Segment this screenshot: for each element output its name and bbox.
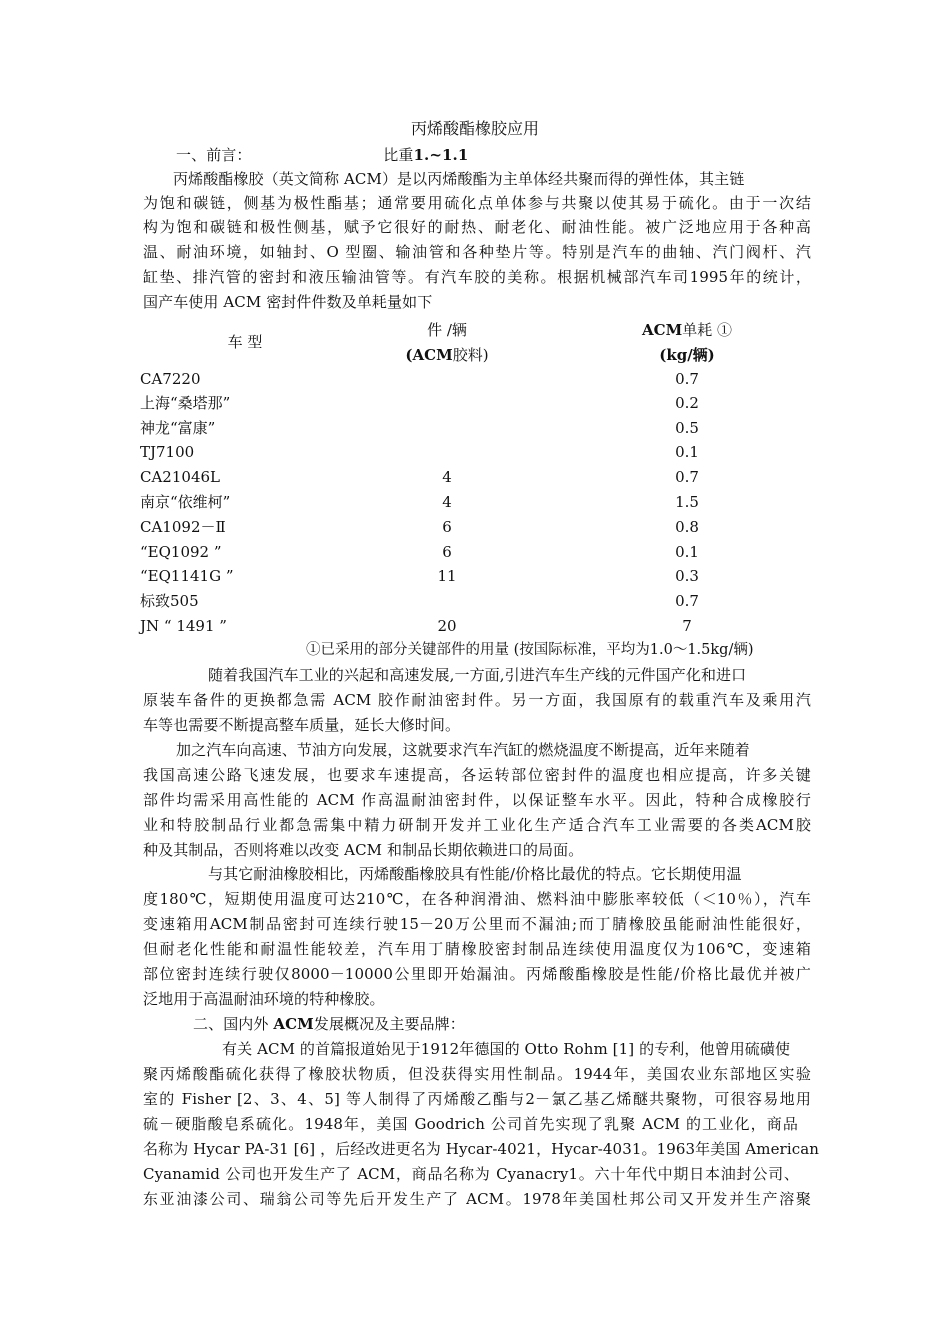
paragraph-line: 我国高速公路飞速发展，也要求车速提高，各运转部位密封件的温度也相应提高，许多关键 <box>143 766 811 784</box>
table-header-usage <box>617 318 757 342</box>
table-header-pieces: 件 /辆 <box>427 321 467 339</box>
table-cell-pieces: 4 <box>442 468 452 486</box>
paragraph-line: 业和特胶制品行业都急需集中精力研制开发并工业化生产适合汽车工业需要的各类ACM胶 <box>143 816 811 834</box>
paragraph-line: 部位密封连续行驶仅8000－10000公里即开始漏油。丙烯酸酯橡胶是性能/价格比最优并被广 <box>143 965 811 983</box>
paragraph-line: 种及其制品，否则将难以改变 ACM 和制品长期依赖进口的局面。 <box>143 841 584 859</box>
table-cell-usage: 7 <box>682 617 692 635</box>
table-cell-usage: 0.7 <box>675 370 699 388</box>
paragraph-line: 构为饱和碳链和极性侧基，赋予它很好的耐热、耐老化、耐油性能。被广泛地应用于各种高 <box>143 218 811 236</box>
document-title: 丙烯酸酯橡胶应用 <box>410 119 539 138</box>
paragraph-line: 随着我国汽车工业的兴起和高速发展,一方面,引进汽车生产线的元件国产化和进口 <box>208 666 747 684</box>
table-cell-model: “EQ1141G ” <box>140 567 234 585</box>
table-cell-model: “EQ1092 ” <box>140 543 222 561</box>
paragraph-line: 泛地用于高温耐油环境的特种橡胶。 <box>143 990 385 1008</box>
table-header-usage-text: 单耗 ① <box>682 321 732 339</box>
paragraph-line: 温、耐油环境，如轴封、O 型圈、输油管和各种垫片等。特别是汽车的曲轴、汽门阀杆、汽 <box>143 243 811 261</box>
paragraph-line: 国产车使用 ACM 密封件件数及单耗量如下 <box>143 293 433 311</box>
section1-heading: 一、前言： <box>176 146 252 164</box>
table-cell-model: TJ7100 <box>140 443 195 461</box>
table-cell-usage: 0.8 <box>675 518 699 536</box>
paragraph-line: 车等也需要不断提高整车质量，延长大修时间。 <box>143 716 461 734</box>
section1-heading-line <box>176 143 576 167</box>
table-cell-usage: 0.5 <box>675 419 699 437</box>
paragraph-line: 聚丙烯酸酯硫化获得了橡胶状物质，但没获得实用性制品。1944年，美国农业东部地区实验 <box>143 1065 811 1083</box>
section2-heading <box>193 1012 693 1036</box>
paragraph-line: 原装车备件的更换都急需 ACM 胶作耐油密封件。另一方面，我国原有的载重汽车及乘用汽 <box>143 691 811 709</box>
paragraph-line: 丙烯酸酯橡胶（英文简称 ACM）是以丙烯酸酯为主单体经共聚而得的弹性体，其主链 <box>173 170 745 188</box>
paragraph-line: 部件均需采用高性能的 ACM 作高温耐油密封件，以保证整车水平。因此，特种合成橡胶行 <box>143 791 811 809</box>
table-cell-model: JN “ 1491 ” <box>140 617 227 635</box>
table-cell-usage: 1.5 <box>675 493 699 511</box>
ratio-value: 1.~1.1 <box>413 146 469 164</box>
paragraph-line: 变速箱用ACM制品密封可连续行驶15－20万公里而不漏油;而丁腈橡胶虽能耐油性能很好， <box>143 915 811 933</box>
paragraph-line: 名称为 Hycar PA-31 [6] ，后经改进更名为 Hycar-4021，Hycar-4031。1963年美国 American <box>143 1140 820 1158</box>
paragraph-line: 与其它耐油橡胶相比，丙烯酸酯橡胶具有性能/价格比最优的特点。它长期使用温 <box>208 865 742 883</box>
table-cell-model: 上海“桑塔那” <box>140 394 231 412</box>
table-cell-usage: 0.2 <box>675 394 699 412</box>
table-cell-usage: 0.3 <box>675 567 699 585</box>
table-cell-usage: 0.1 <box>675 443 699 461</box>
table-header-pieces-unit <box>377 343 517 367</box>
table-cell-model: CA7220 <box>140 370 201 388</box>
table-header-model: 车 型 <box>227 333 263 351</box>
table-cell-model: 标致505 <box>140 592 199 610</box>
table-header-acm-label: (ACM <box>405 346 453 364</box>
paragraph-line: 有关 ACM 的首篇报道始见于1912年德国的 Otto Rohm [1] 的专利，他曾用硫磺使 <box>222 1040 791 1058</box>
table-cell-model: CA21046L <box>140 468 220 486</box>
table-cell-usage: 0.7 <box>675 468 699 486</box>
paragraph-line: 但耐老化性能和耐温性能较差，汽车用丁腈橡胶密封制品连续使用温度仅为106℃，变速箱 <box>143 940 811 958</box>
table-cell-usage: 0.7 <box>675 592 699 610</box>
table-cell-model: 神龙“富康” <box>140 419 216 437</box>
table-cell-model: CA1092－Ⅱ <box>140 518 226 536</box>
table-header-usage-unit: (kg/辆) <box>659 346 715 364</box>
table-cell-pieces: 11 <box>437 567 457 585</box>
table-cell-model: 南京“依维柯” <box>140 493 231 511</box>
paragraph-line: Cyanamid 公司也开发生产了 ACM，商品名称为 Cyanacry1。六十年代中期日本油封公司、 <box>143 1165 799 1183</box>
table-footnote: ①已采用的部分关键部件的用量 (按国际标准，平均为1.0～1.5kg/辆) <box>306 642 754 658</box>
paragraph-line: 加之汽车向高速、节油方向发展，这就要求汽车汽缸的燃烧温度不断提高，近年来随着 <box>176 741 750 759</box>
table-cell-pieces: 4 <box>442 493 452 511</box>
paragraph-line: 东亚油漆公司、瑞翁公司等先后开发生产了 ACM。1978年美国杜邦公司又开发并生产溶聚 <box>143 1190 811 1208</box>
table-header-usage-acm: ACM <box>642 321 683 339</box>
section2-heading-prefix: 二、国内外 <box>193 1015 274 1033</box>
paragraph-line: 缸垫、排汽管的密封和液压输油管等。有汽车胶的美称。根据机械部汽车司1995年的统计， <box>143 268 811 286</box>
paragraph-line: 度180℃，短期使用温度可达210℃，在各种润滑油、燃料油中膨胀率较低（＜10％），汽车 <box>143 890 811 908</box>
paragraph-line: 硫－硬脂酸皂系硫化。1948年，美国 Goodrich 公司首先实现了乳聚 ACM 的工业化，商品 <box>143 1115 798 1133</box>
table-cell-pieces: 6 <box>442 518 452 536</box>
paragraph-line: 室的 Fisher [2、3、4、5] 等人制得了丙烯酸乙酯与2－氯乙基乙烯醚共聚物，可很容易地用 <box>143 1090 811 1108</box>
section2-heading-acm: ACM <box>273 1015 314 1033</box>
paragraph-line: 为饱和碳链，侧基为极性酯基；通常要用硫化点单体参与共聚以使其易于硫化。由于一次结 <box>143 194 811 212</box>
table-cell-pieces: 6 <box>442 543 452 561</box>
ratio-label: 比重 <box>383 146 414 164</box>
table-header-compound-label: 胶料) <box>452 346 489 364</box>
table-cell-pieces: 20 <box>437 617 457 635</box>
table-cell-usage: 0.1 <box>675 543 699 561</box>
section2-heading-suffix: 发展概况及主要品牌： <box>313 1015 465 1033</box>
